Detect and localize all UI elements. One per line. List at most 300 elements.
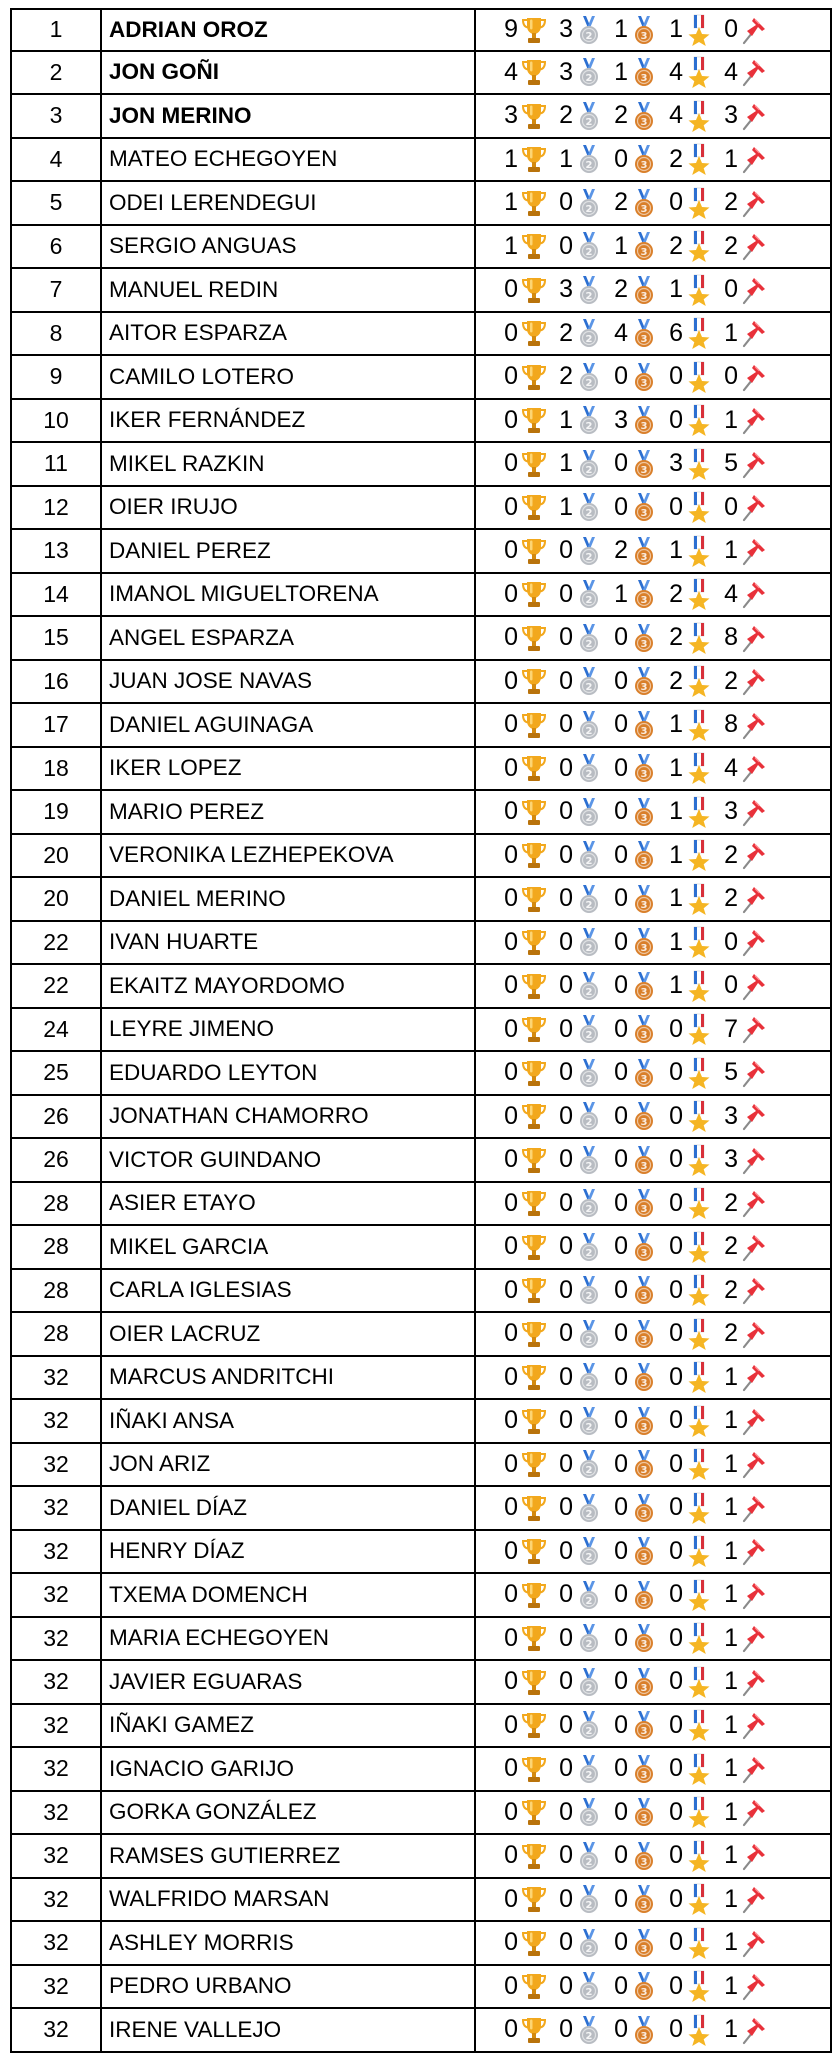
silver-medal-stat bbox=[555, 1231, 604, 1263]
trophy-stat bbox=[500, 14, 549, 46]
military-medal-icon bbox=[684, 1927, 714, 1959]
bronze-medal-icon bbox=[629, 1666, 659, 1698]
svg-text:3: 3 bbox=[640, 1291, 648, 1303]
trophy-stat bbox=[500, 100, 549, 132]
player-name-cell: DANIEL MERINO bbox=[100, 878, 474, 920]
trophy-icon bbox=[519, 796, 549, 828]
rank-cell: 19 bbox=[10, 791, 100, 833]
bronze-medal-count: 0 bbox=[614, 1841, 628, 1870]
stats-cell bbox=[474, 661, 832, 703]
bronze-medal-count: 0 bbox=[614, 2015, 628, 2044]
trophy-count: 0 bbox=[504, 1362, 518, 1391]
svg-text:3: 3 bbox=[640, 1813, 648, 1825]
bronze-medal-icon bbox=[629, 1753, 659, 1785]
table-row bbox=[10, 965, 832, 1009]
silver-medal-stat bbox=[555, 1666, 604, 1698]
trophy-stat bbox=[500, 1709, 549, 1741]
rank-cell: 32 bbox=[10, 1922, 100, 1964]
pushpin-icon bbox=[739, 274, 769, 306]
svg-text:2: 2 bbox=[585, 769, 593, 781]
silver-medal-stat bbox=[555, 404, 604, 436]
military-medal-count: 4 bbox=[669, 57, 683, 86]
pushpin-stat bbox=[720, 709, 769, 741]
pushpin-icon bbox=[739, 622, 769, 654]
svg-text:3: 3 bbox=[640, 203, 648, 215]
silver-medal-count: 2 bbox=[559, 101, 573, 130]
trophy-count: 0 bbox=[504, 1667, 518, 1696]
silver-medal-count: 0 bbox=[559, 1058, 573, 1087]
table-row bbox=[10, 1400, 832, 1444]
pushpin-count: 0 bbox=[724, 362, 738, 391]
silver-medal-icon bbox=[574, 448, 604, 480]
svg-text:3: 3 bbox=[640, 247, 648, 259]
military-medal-icon bbox=[684, 1231, 714, 1263]
trophy-count: 0 bbox=[504, 1841, 518, 1870]
bronze-medal-stat bbox=[610, 1318, 659, 1350]
pushpin-stat bbox=[720, 970, 769, 1002]
military-medal-icon bbox=[684, 578, 714, 610]
pushpin-icon bbox=[739, 1274, 769, 1306]
svg-text:2: 2 bbox=[585, 1856, 593, 1868]
pushpin-icon bbox=[739, 1361, 769, 1393]
military-medal-icon bbox=[684, 709, 714, 741]
pushpin-count: 7 bbox=[724, 1014, 738, 1043]
svg-text:3: 3 bbox=[640, 1334, 648, 1346]
bronze-medal-count: 0 bbox=[614, 1058, 628, 1087]
pushpin-stat bbox=[720, 1579, 769, 1611]
pushpin-count: 1 bbox=[724, 1362, 738, 1391]
pushpin-count: 2 bbox=[724, 1275, 738, 1304]
pushpin-count: 3 bbox=[724, 101, 738, 130]
military-medal-count: 1 bbox=[669, 15, 683, 44]
military-medal-stat bbox=[665, 883, 714, 915]
svg-text:2: 2 bbox=[585, 203, 593, 215]
military-medal-count: 2 bbox=[669, 144, 683, 173]
pushpin-icon bbox=[739, 1579, 769, 1611]
silver-medal-stat bbox=[555, 665, 604, 697]
bronze-medal-count: 0 bbox=[614, 666, 628, 695]
military-medal-icon bbox=[684, 1100, 714, 1132]
table-row bbox=[10, 791, 832, 835]
bronze-medal-stat bbox=[610, 1274, 659, 1306]
military-medal-count: 0 bbox=[669, 1841, 683, 1870]
stats-cell bbox=[474, 835, 832, 877]
pushpin-icon bbox=[739, 491, 769, 523]
svg-text:3: 3 bbox=[640, 595, 648, 607]
rank-cell: 10 bbox=[10, 400, 100, 442]
bronze-medal-stat bbox=[610, 1187, 659, 1219]
trophy-stat bbox=[500, 1883, 549, 1915]
stats-cell bbox=[474, 269, 832, 311]
bronze-medal-stat bbox=[610, 665, 659, 697]
pushpin-stat bbox=[720, 1448, 769, 1480]
silver-medal-count: 3 bbox=[559, 275, 573, 304]
silver-medal-icon bbox=[574, 491, 604, 523]
military-medal-stat bbox=[665, 578, 714, 610]
table-row bbox=[10, 487, 832, 531]
player-name-cell: JON MERINO bbox=[100, 95, 474, 137]
bronze-medal-stat bbox=[610, 752, 659, 784]
svg-text:2: 2 bbox=[585, 1160, 593, 1172]
military-medal-icon bbox=[684, 1666, 714, 1698]
svg-text:3: 3 bbox=[640, 1639, 648, 1651]
bronze-medal-icon bbox=[629, 1535, 659, 1567]
table-row bbox=[10, 269, 832, 313]
svg-text:2: 2 bbox=[585, 856, 593, 868]
military-medal-stat bbox=[665, 1144, 714, 1176]
bronze-medal-icon bbox=[629, 535, 659, 567]
svg-text:2: 2 bbox=[585, 638, 593, 650]
trophy-count: 9 bbox=[504, 15, 518, 44]
pushpin-icon bbox=[739, 1187, 769, 1219]
bronze-medal-icon bbox=[629, 1709, 659, 1741]
trophy-icon bbox=[519, 448, 549, 480]
trophy-stat bbox=[500, 143, 549, 175]
silver-medal-icon bbox=[574, 14, 604, 46]
player-name-cell: IVAN HUARTE bbox=[100, 922, 474, 964]
svg-text:2: 2 bbox=[585, 377, 593, 389]
pushpin-icon bbox=[739, 796, 769, 828]
silver-medal-count: 0 bbox=[559, 1754, 573, 1783]
pushpin-count: 2 bbox=[724, 884, 738, 913]
pushpin-stat bbox=[720, 665, 769, 697]
stats-cell bbox=[474, 1574, 832, 1616]
silver-medal-count: 0 bbox=[559, 1449, 573, 1478]
svg-text:2: 2 bbox=[585, 1030, 593, 1042]
military-medal-count: 3 bbox=[669, 449, 683, 478]
silver-medal-icon bbox=[574, 187, 604, 219]
bronze-medal-icon bbox=[629, 187, 659, 219]
silver-medal-count: 0 bbox=[559, 1188, 573, 1217]
trophy-icon bbox=[519, 100, 549, 132]
trophy-stat bbox=[500, 1927, 549, 1959]
trophy-stat bbox=[500, 187, 549, 219]
rank-cell: 32 bbox=[10, 1748, 100, 1790]
pushpin-count: 3 bbox=[724, 1101, 738, 1130]
svg-text:3: 3 bbox=[640, 1073, 648, 1085]
stats-cell bbox=[474, 487, 832, 529]
pushpin-count: 4 bbox=[724, 57, 738, 86]
trophy-count: 0 bbox=[504, 405, 518, 434]
silver-medal-stat bbox=[555, 535, 604, 567]
silver-medal-count: 0 bbox=[559, 1145, 573, 1174]
player-name-cell: DANIEL AGUINAGA bbox=[100, 704, 474, 746]
rank-cell: 20 bbox=[10, 878, 100, 920]
bronze-medal-stat bbox=[610, 1231, 659, 1263]
table-row bbox=[10, 1357, 832, 1401]
svg-text:2: 2 bbox=[585, 1639, 593, 1651]
military-medal-stat bbox=[665, 1361, 714, 1393]
stats-cell bbox=[474, 1487, 832, 1529]
trophy-icon bbox=[519, 1840, 549, 1872]
pushpin-stat bbox=[720, 1057, 769, 1089]
trophy-stat bbox=[500, 361, 549, 393]
military-medal-stat bbox=[665, 709, 714, 741]
bronze-medal-stat bbox=[610, 317, 659, 349]
trophy-stat bbox=[500, 1187, 549, 1219]
bronze-medal-icon bbox=[629, 491, 659, 523]
table-row bbox=[10, 443, 832, 487]
silver-medal-stat bbox=[555, 1448, 604, 1480]
pushpin-count: 0 bbox=[724, 492, 738, 521]
trophy-icon bbox=[519, 1883, 549, 1915]
bronze-medal-stat bbox=[610, 1144, 659, 1176]
silver-medal-icon bbox=[574, 1144, 604, 1176]
table-row bbox=[10, 356, 832, 400]
silver-medal-count: 1 bbox=[559, 405, 573, 434]
trophy-count: 3 bbox=[504, 101, 518, 130]
pushpin-count: 1 bbox=[724, 2015, 738, 2044]
stats-cell bbox=[474, 1226, 832, 1268]
military-medal-icon bbox=[684, 535, 714, 567]
silver-medal-icon bbox=[574, 1883, 604, 1915]
stats-cell bbox=[474, 1531, 832, 1573]
military-medal-stat bbox=[665, 1492, 714, 1524]
silver-medal-stat bbox=[555, 317, 604, 349]
stats-cell bbox=[474, 922, 832, 964]
bronze-medal-stat bbox=[610, 1579, 659, 1611]
pushpin-stat bbox=[720, 1100, 769, 1132]
bronze-medal-stat bbox=[610, 1666, 659, 1698]
svg-text:3: 3 bbox=[640, 1204, 648, 1216]
trophy-count: 0 bbox=[504, 1188, 518, 1217]
pushpin-count: 1 bbox=[724, 1667, 738, 1696]
bronze-medal-stat bbox=[610, 361, 659, 393]
pushpin-count: 0 bbox=[724, 275, 738, 304]
trophy-count: 1 bbox=[504, 231, 518, 260]
trophy-icon bbox=[519, 491, 549, 523]
pushpin-count: 3 bbox=[724, 1145, 738, 1174]
bronze-medal-count: 0 bbox=[614, 1319, 628, 1348]
pushpin-stat bbox=[720, 1883, 769, 1915]
silver-medal-stat bbox=[555, 1318, 604, 1350]
table-row bbox=[10, 1531, 832, 1575]
bronze-medal-count: 0 bbox=[614, 449, 628, 478]
trophy-icon bbox=[519, 665, 549, 697]
bronze-medal-count: 0 bbox=[614, 1580, 628, 1609]
stats-cell bbox=[474, 748, 832, 790]
pushpin-stat bbox=[720, 1187, 769, 1219]
bronze-medal-stat bbox=[610, 1448, 659, 1480]
pushpin-count: 1 bbox=[724, 1449, 738, 1478]
military-medal-count: 0 bbox=[669, 1580, 683, 1609]
table-row bbox=[10, 835, 832, 879]
military-medal-icon bbox=[684, 1492, 714, 1524]
bronze-medal-icon bbox=[629, 970, 659, 1002]
trophy-icon bbox=[519, 970, 549, 1002]
military-medal-stat bbox=[665, 1970, 714, 2002]
bronze-medal-stat bbox=[610, 1622, 659, 1654]
player-name-cell: MATEO ECHEGOYEN bbox=[100, 139, 474, 181]
trophy-stat bbox=[500, 1361, 549, 1393]
silver-medal-stat bbox=[555, 361, 604, 393]
bronze-medal-stat bbox=[610, 1709, 659, 1741]
bronze-medal-icon bbox=[629, 1187, 659, 1219]
svg-text:2: 2 bbox=[585, 421, 593, 433]
military-medal-stat bbox=[665, 752, 714, 784]
rank-cell: 32 bbox=[10, 2009, 100, 2051]
player-name-cell: JON ARIZ bbox=[100, 1444, 474, 1486]
military-medal-count: 0 bbox=[669, 1101, 683, 1130]
trophy-count: 4 bbox=[504, 57, 518, 86]
player-name-cell: TXEMA DOMENCH bbox=[100, 1574, 474, 1616]
pushpin-stat bbox=[720, 230, 769, 262]
bronze-medal-stat bbox=[610, 1840, 659, 1872]
military-medal-stat bbox=[665, 361, 714, 393]
silver-medal-count: 0 bbox=[559, 971, 573, 1000]
trophy-icon bbox=[519, 1492, 549, 1524]
trophy-stat bbox=[500, 317, 549, 349]
trophy-count: 0 bbox=[504, 710, 518, 739]
stats-cell bbox=[474, 1313, 832, 1355]
bronze-medal-icon bbox=[629, 1057, 659, 1089]
trophy-stat bbox=[500, 970, 549, 1002]
military-medal-icon bbox=[684, 491, 714, 523]
silver-medal-icon bbox=[574, 1405, 604, 1437]
pushpin-stat bbox=[720, 143, 769, 175]
military-medal-count: 1 bbox=[669, 753, 683, 782]
trophy-icon bbox=[519, 926, 549, 958]
military-medal-stat bbox=[665, 1405, 714, 1437]
player-name-cell: ASHLEY MORRIS bbox=[100, 1922, 474, 1964]
trophy-count: 0 bbox=[504, 753, 518, 782]
pushpin-icon bbox=[739, 1883, 769, 1915]
pushpin-stat bbox=[720, 100, 769, 132]
stats-cell bbox=[474, 400, 832, 442]
player-name-cell: MARIO PEREZ bbox=[100, 791, 474, 833]
silver-medal-icon bbox=[574, 535, 604, 567]
svg-text:3: 3 bbox=[640, 377, 648, 389]
military-medal-stat bbox=[665, 1579, 714, 1611]
svg-text:2: 2 bbox=[585, 1334, 593, 1346]
military-medal-icon bbox=[684, 317, 714, 349]
table-row bbox=[10, 574, 832, 618]
svg-text:3: 3 bbox=[640, 464, 648, 476]
military-medal-stat bbox=[665, 1448, 714, 1480]
military-medal-icon bbox=[684, 926, 714, 958]
military-medal-icon bbox=[684, 1274, 714, 1306]
silver-medal-count: 1 bbox=[559, 144, 573, 173]
stats-cell bbox=[474, 530, 832, 572]
silver-medal-count: 0 bbox=[559, 1884, 573, 1913]
bronze-medal-stat bbox=[610, 404, 659, 436]
pushpin-stat bbox=[720, 1144, 769, 1176]
trophy-stat bbox=[500, 926, 549, 958]
military-medal-icon bbox=[684, 796, 714, 828]
svg-text:2: 2 bbox=[585, 73, 593, 85]
pushpin-stat bbox=[720, 1318, 769, 1350]
rank-cell: 32 bbox=[10, 1357, 100, 1399]
pushpin-count: 2 bbox=[724, 1188, 738, 1217]
trophy-count: 0 bbox=[504, 927, 518, 956]
rank-cell: 32 bbox=[10, 1487, 100, 1529]
silver-medal-stat bbox=[555, 1274, 604, 1306]
stats-cell bbox=[474, 1922, 832, 1964]
bronze-medal-count: 1 bbox=[614, 15, 628, 44]
trophy-count: 0 bbox=[504, 1058, 518, 1087]
military-medal-stat bbox=[665, 1100, 714, 1132]
military-medal-icon bbox=[684, 1796, 714, 1828]
military-medal-stat bbox=[665, 622, 714, 654]
bronze-medal-icon bbox=[629, 361, 659, 393]
bronze-medal-count: 0 bbox=[614, 927, 628, 956]
bronze-medal-stat bbox=[610, 100, 659, 132]
pushpin-icon bbox=[739, 1796, 769, 1828]
pushpin-stat bbox=[720, 1274, 769, 1306]
military-medal-icon bbox=[684, 274, 714, 306]
trophy-stat bbox=[500, 404, 549, 436]
military-medal-stat bbox=[665, 1318, 714, 1350]
pushpin-icon bbox=[739, 1622, 769, 1654]
svg-text:3: 3 bbox=[640, 1247, 648, 1259]
rank-cell: 28 bbox=[10, 1270, 100, 1312]
svg-text:2: 2 bbox=[585, 1204, 593, 1216]
player-name-cell: WALFRIDO MARSAN bbox=[100, 1879, 474, 1921]
military-medal-icon bbox=[684, 1622, 714, 1654]
trophy-icon bbox=[519, 230, 549, 262]
silver-medal-count: 0 bbox=[559, 797, 573, 826]
trophy-stat bbox=[500, 56, 549, 88]
trophy-stat bbox=[500, 796, 549, 828]
silver-medal-icon bbox=[574, 1709, 604, 1741]
military-medal-icon bbox=[684, 1057, 714, 1089]
trophy-icon bbox=[519, 1100, 549, 1132]
bronze-medal-icon bbox=[629, 1013, 659, 1045]
silver-medal-count: 0 bbox=[559, 623, 573, 652]
svg-text:3: 3 bbox=[640, 986, 648, 998]
trophy-icon bbox=[519, 622, 549, 654]
player-name-cell: DANIEL PEREZ bbox=[100, 530, 474, 572]
table-row bbox=[10, 530, 832, 574]
silver-medal-icon bbox=[574, 230, 604, 262]
military-medal-count: 0 bbox=[669, 1058, 683, 1087]
silver-medal-icon bbox=[574, 1622, 604, 1654]
stats-cell bbox=[474, 10, 832, 50]
silver-medal-stat bbox=[555, 274, 604, 306]
trophy-stat bbox=[500, 448, 549, 480]
silver-medal-stat bbox=[555, 143, 604, 175]
stats-cell bbox=[474, 965, 832, 1007]
trophy-stat bbox=[500, 1231, 549, 1263]
bronze-medal-count: 0 bbox=[614, 753, 628, 782]
player-name-cell: OIER LACRUZ bbox=[100, 1313, 474, 1355]
svg-text:3: 3 bbox=[640, 1769, 648, 1781]
military-medal-count: 2 bbox=[669, 666, 683, 695]
silver-medal-icon bbox=[574, 926, 604, 958]
military-medal-icon bbox=[684, 839, 714, 871]
military-medal-count: 0 bbox=[669, 1449, 683, 1478]
silver-medal-icon bbox=[574, 578, 604, 610]
trophy-icon bbox=[519, 1535, 549, 1567]
military-medal-stat bbox=[665, 1231, 714, 1263]
trophy-icon bbox=[519, 1666, 549, 1698]
player-name-cell: JAVIER EGUARAS bbox=[100, 1661, 474, 1703]
military-medal-count: 1 bbox=[669, 536, 683, 565]
military-medal-stat bbox=[665, 1057, 714, 1089]
silver-medal-stat bbox=[555, 796, 604, 828]
pushpin-icon bbox=[739, 1144, 769, 1176]
silver-medal-stat bbox=[555, 448, 604, 480]
military-medal-stat bbox=[665, 1883, 714, 1915]
trophy-count: 0 bbox=[504, 840, 518, 869]
military-medal-icon bbox=[684, 1535, 714, 1567]
bronze-medal-stat bbox=[610, 926, 659, 958]
pushpin-icon bbox=[739, 56, 769, 88]
svg-text:2: 2 bbox=[585, 290, 593, 302]
table-row bbox=[10, 1879, 832, 1923]
trophy-count: 0 bbox=[504, 1580, 518, 1609]
stats-cell bbox=[474, 1748, 832, 1790]
